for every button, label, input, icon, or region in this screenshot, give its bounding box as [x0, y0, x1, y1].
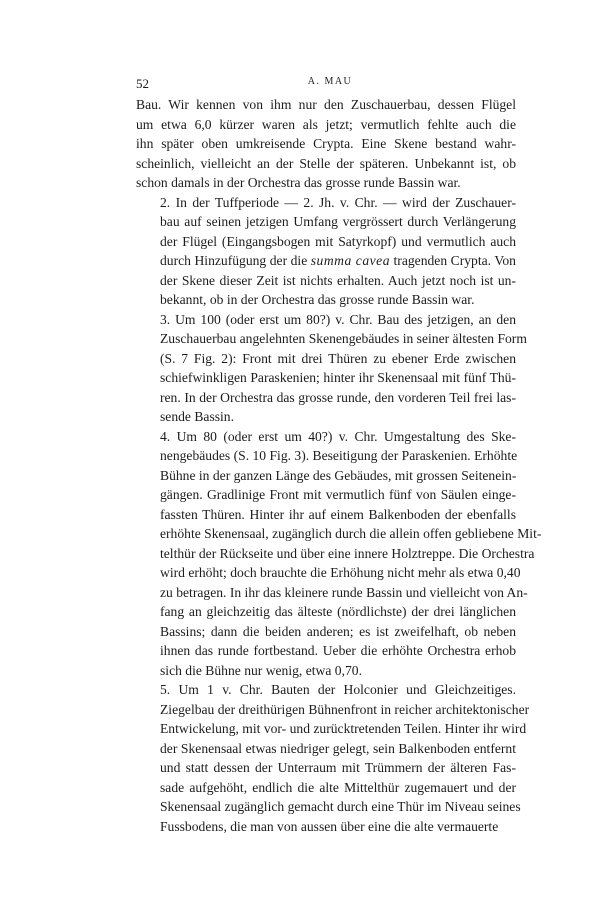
text-line: der Flügel (Eingangsbogen mit Satyrkopf) und vermutlich auch [160, 233, 516, 249]
text-line: Bühne in der ganzen Länge des Gebäudes, mit grossen Seitenein- [160, 467, 517, 483]
text-line: sende Bassin. [160, 409, 235, 424]
text-line: schiefwinkligen Paraskenien; hinter ihr Skenensaal mit fünf Thü- [160, 370, 516, 385]
text-line: 4. Um 80 (oder erst um 40?) v. Chr. Umgestaltung des Ske- [160, 428, 516, 444]
text-line: um etwa 6,0 kürzer waren als jetzt; vermutlich fehlte auch die [136, 116, 516, 132]
paragraph [136, 193, 516, 310]
text-line: (S. 7 Fig. 2): Front mit drei Thüren zu ebener Erde zwischen [160, 350, 516, 366]
text-line: fang an gleichzeitig das älteste (nördlichste) der drei länglichen [160, 604, 516, 619]
text-line: bekannt, ob in der Orchestra das grosse runde Bassin war. [160, 292, 475, 307]
text-line: sich die Bühne nur wenig, etwa 0,70. [160, 662, 362, 678]
text-line: zu betragen. In ihr das kleinere runde Bassin und vielleicht von An- [160, 584, 528, 600]
text-line: bau auf seinen jetzigen Umfang vergrössert durch Verlängerung [160, 214, 516, 229]
paragraph [136, 310, 527, 427]
text-line: Entwickelung, mit vor- und zurücktretenden Teilen. Hinter ihr wird [160, 721, 527, 736]
text-line: 3. Um 100 (oder erst um 80?) v. Chr. Bau des jetzigen, an den [160, 311, 516, 327]
text-line: nengebäudes (S. 10 Fig. 3). Beseitigung der Paraskenien. Erhöhte [160, 448, 518, 463]
text-line: Ziegelbau der dreithürigen Bühnenfront in reicher architektonischer [160, 701, 530, 717]
text-line: ihn später oben umkreisende Crypta. Eine Skene bestand wahr- [136, 136, 516, 151]
text-line: ren. In der Orchestra das grosse runde, den vorderen Teil frei las- [160, 389, 516, 405]
text-body [136, 95, 542, 836]
text-line: der Skenensaal etwas niedriger gelegt, sein Balkenboden entfernt [160, 740, 516, 756]
paragraph [136, 680, 530, 836]
text-line: sade aufgehöht, endlich die alte Mittelthür zugemauert und der [160, 779, 516, 795]
text-line: schon damals in der Orchestra das grosse runde Bassin war. [136, 175, 461, 190]
text-line: 5. Um 1 v. Chr. Bauten der Holconier und Gleichzeitiges. [160, 682, 516, 697]
text-line: Fussbodens, die man von aussen über eine die alte vermauerte [160, 818, 499, 834]
text-line: 2. In der Tuffperiode — 2. Jh. v. Chr. — wird der Zuschauer- [160, 194, 516, 210]
text-line: fassten Thüren. Hinter ihr auf einem Balkenboden der ebenfalls [160, 506, 516, 522]
text-line: wird erhöht; doch brauchte die Erhöhung nicht mehr als etwa 0,40 [160, 565, 521, 580]
text-line: ihnen das runde fortbestand. Ueber die erhöhte Orchestra erhob [160, 643, 516, 658]
text-line: der Skene dieser Zeit ist nichts erhalten. Auch jetzt noch ist un- [160, 272, 516, 288]
paragraph [136, 95, 516, 193]
text-line: scheinlich, vielleicht an der Stelle der späteren. Unbekannt ist, ob [136, 155, 516, 171]
page-number: 52 [136, 76, 149, 91]
text-line: telthür der Rückseite und über eine innere Holztreppe. Die Orchestra [160, 545, 535, 561]
paragraph [136, 427, 542, 681]
text-line: Zuschauerbau angelehnten Skenengebäudes in seiner ältesten Form [160, 331, 527, 346]
text-line: Bau. Wir kennen von ihm nur den Zuschauerbau, dessen Flügel [136, 97, 516, 112]
text-line: gängen. Gradlinige Front mit vermutlich fünf von Säulen einge- [160, 487, 516, 502]
text-line: erhöhte Skenensaal, zugänglich durch die allein offen gebliebene Mit- [160, 526, 542, 541]
page-header [136, 76, 516, 96]
text-line: durch Hinzufügung der die summa cavea tragenden Crypta. Von [160, 253, 516, 268]
text-line: und statt dessen der Unterraum mit Trümmern der älteren Fas- [160, 760, 516, 775]
text-line: Bassins; dann die beiden anderen; es ist zweifelhaft, ob neben [160, 623, 516, 639]
text-line: Skenensaal zugänglich gemacht durch eine Thür im Niveau seines [160, 799, 521, 814]
italic-phrase: summa cavea [310, 253, 390, 268]
running-head: A. MAU [307, 76, 353, 87]
